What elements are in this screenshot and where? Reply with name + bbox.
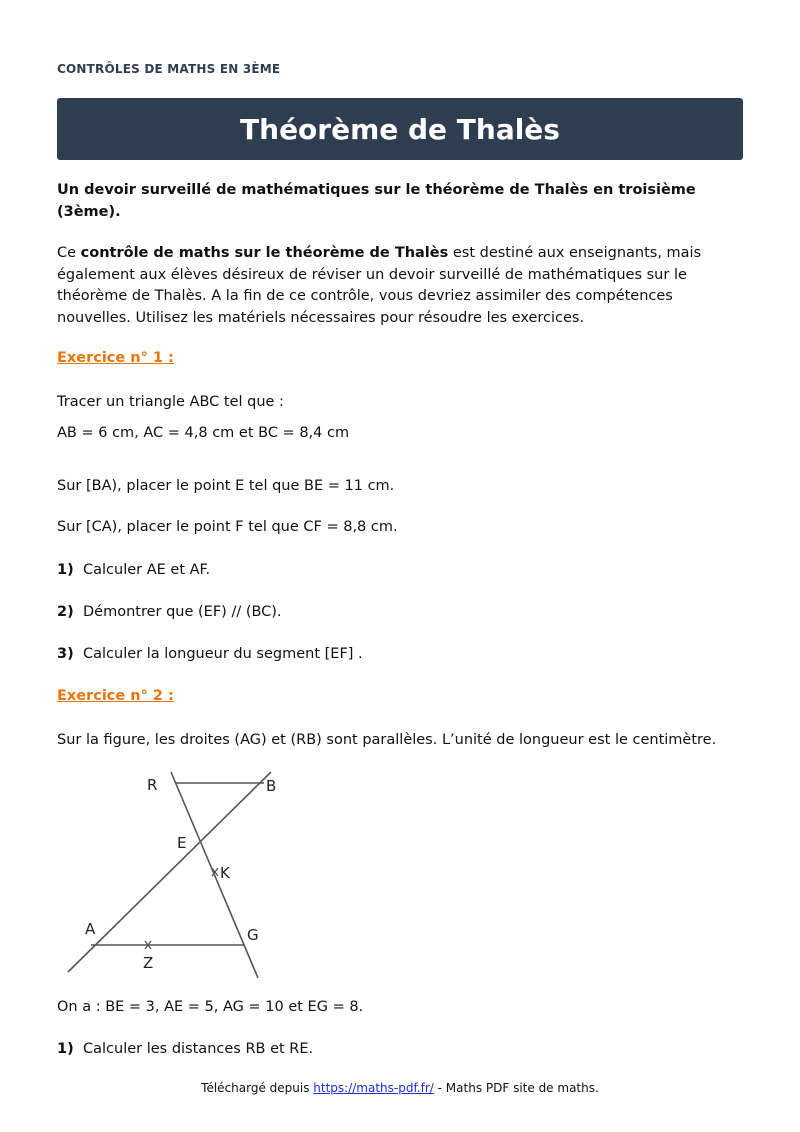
exercise1-title: Exercice n° 1 : bbox=[57, 350, 174, 366]
thales-figure bbox=[65, 768, 295, 980]
line-ab bbox=[68, 772, 271, 972]
ex1-line4: Sur [CA), placer le point F tel que CF = 8,8 cm. bbox=[57, 519, 398, 535]
title-banner bbox=[57, 98, 743, 160]
ex1-question bbox=[57, 602, 743, 624]
footer-link[interactable]: https://maths-pdf.fr/ bbox=[313, 1081, 434, 1095]
footer-prefix: Téléchargé depuis bbox=[201, 1081, 314, 1095]
intro-prefix: Ce bbox=[57, 245, 81, 261]
ex2-given: On a : BE = 3, AE = 5, AG = 10 et EG = 8. bbox=[57, 999, 364, 1015]
question-number: 3) bbox=[57, 646, 74, 662]
intro-bold: contrôle de maths sur le théorème de Thalès bbox=[80, 245, 449, 261]
intro-paragraph bbox=[57, 243, 743, 329]
intro-subtitle: Un devoir surveillé de mathématiques sur le théorème de Thalès en troisième (3ème). bbox=[57, 182, 696, 220]
question-number: 1) bbox=[57, 1041, 74, 1057]
line-rg bbox=[171, 772, 258, 978]
label-e: E bbox=[177, 834, 187, 852]
ex1-question bbox=[57, 644, 743, 666]
footer bbox=[0, 1081, 800, 1095]
question-text: Calculer les distances RB et RE. bbox=[83, 1041, 314, 1057]
ex2-question bbox=[57, 1039, 743, 1061]
label-r: R bbox=[147, 776, 158, 794]
label-b: B bbox=[266, 777, 277, 795]
ex1-line3: Sur [BA), placer le point E tel que BE = 11 cm. bbox=[57, 478, 395, 494]
page-title: Théorème de Thalès bbox=[240, 112, 560, 146]
top-label: CONTRÔLES DE MATHS EN 3ÈME bbox=[57, 62, 281, 76]
exercise2-title: Exercice n° 2 : bbox=[57, 688, 174, 704]
question-number: 1) bbox=[57, 562, 74, 578]
label-k: K bbox=[220, 864, 230, 882]
ex1-line2: AB = 6 cm, AC = 4,8 cm et BC = 8,4 cm bbox=[57, 425, 350, 441]
question-text: Calculer AE et AF. bbox=[83, 562, 211, 578]
footer-suffix: - Maths PDF site de maths. bbox=[433, 1081, 599, 1095]
question-text: Démontrer que (EF) // (BC). bbox=[83, 604, 282, 620]
ex2-statement: Sur la figure, les droites (AG) et (RB) sont parallèles. L’unité de longueur est le centimètre. bbox=[57, 732, 717, 748]
ex1-question bbox=[57, 560, 743, 582]
label-a: A bbox=[85, 920, 96, 938]
intro-rest: est destiné aux enseignants, mais également aux élèves désireux de réviser un devoir surveillé de mathématiques sur le théorème de Thalès. A la fin de ce contrôle, vous devriez assimiler des compétences nouvelles. Utilisez les matériels nécessaires pour résoudre les exercices. bbox=[57, 245, 702, 326]
label-g: G bbox=[247, 926, 259, 944]
question-text: Calculer la longueur du segment [EF] . bbox=[83, 646, 363, 662]
question-number: 2) bbox=[57, 604, 74, 620]
ex1-line1: Tracer un triangle ABC tel que : bbox=[57, 394, 284, 410]
label-z: Z bbox=[143, 954, 154, 972]
